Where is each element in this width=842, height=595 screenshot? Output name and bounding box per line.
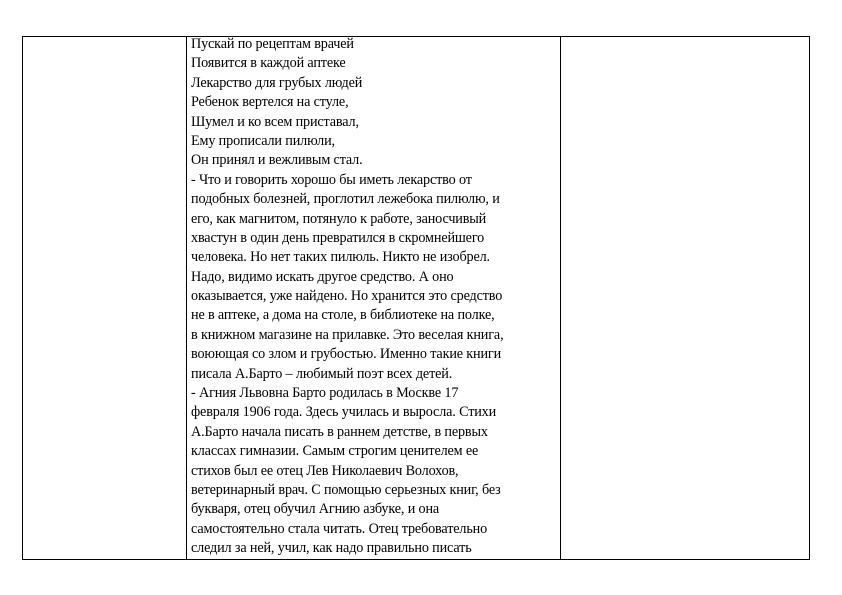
text-line: классах гимназии. Самым строгим ценителем ее [191,443,479,460]
text-line: Надо, видимо искать другое средство. А оно [191,268,454,285]
text-line: А.Барто начала писать в раннем детстве, в первых [191,423,488,440]
text-line: в книжном магазине на прилавке. Это веселая книга, [191,326,504,343]
text-line: букваря, отец обучил Агнию азбуке, и она [191,501,440,518]
text-line: хвастун в один день превратился в скромнейшего [191,229,485,246]
text-line: Шумел и ко всем приставал, [191,113,359,130]
text-line: Он принял и вежливым стал. [191,152,363,169]
text-line: не в аптеке, а дома на столе, в библиотеке на полке, [191,307,495,324]
document-table [22,36,810,560]
text-line: Лекарство для грубых людей [191,74,363,91]
text-line: следил за ней, учил, как надо правильно писать [191,540,472,557]
text-line: Пускай по рецептам врачей [191,37,354,52]
text-line: оказывается, уже найдено. Но хранится это средство [191,288,503,305]
text-line: его, как магнитом, потянуло к работе, заносчивый [191,210,487,227]
text-line: писала А.Барто – любимый поэт всех детей. [191,365,453,382]
text-line: Ему прописали пилюли, [191,132,335,149]
text-line: стихов был ее отец Лев Николаевич Волохов, [191,462,459,479]
table-cell-middle [187,37,559,559]
text-line: ветеринарный врач. С помощью серьезных книг, без [191,481,501,498]
text-line: Появится в каждой аптеке [191,55,346,72]
text-line: самостоятельно стала читать. Отец требовательно [191,520,488,537]
text-line: Ребенок вертелся на стуле, [191,94,349,111]
text-line: подобных болезней, проглотил лежебока пилюлю, и [191,191,500,208]
text-line: воюющая со злом и грубостью. Именно такие книги [191,346,502,363]
table-cell-right [561,37,809,559]
text-line: человека. Но нет таких пилюль. Никто не изобрел. [191,249,490,266]
text-line: февраля 1906 года. Здесь училась и выросла. Стихи [191,404,497,421]
text-line: - Агния Львовна Барто родилась в Москве 17 [191,385,459,402]
text-line: - Что и говорить хорошо бы иметь лекарство от [191,171,472,188]
text-block [187,37,559,559]
table-cell-left [23,37,186,559]
